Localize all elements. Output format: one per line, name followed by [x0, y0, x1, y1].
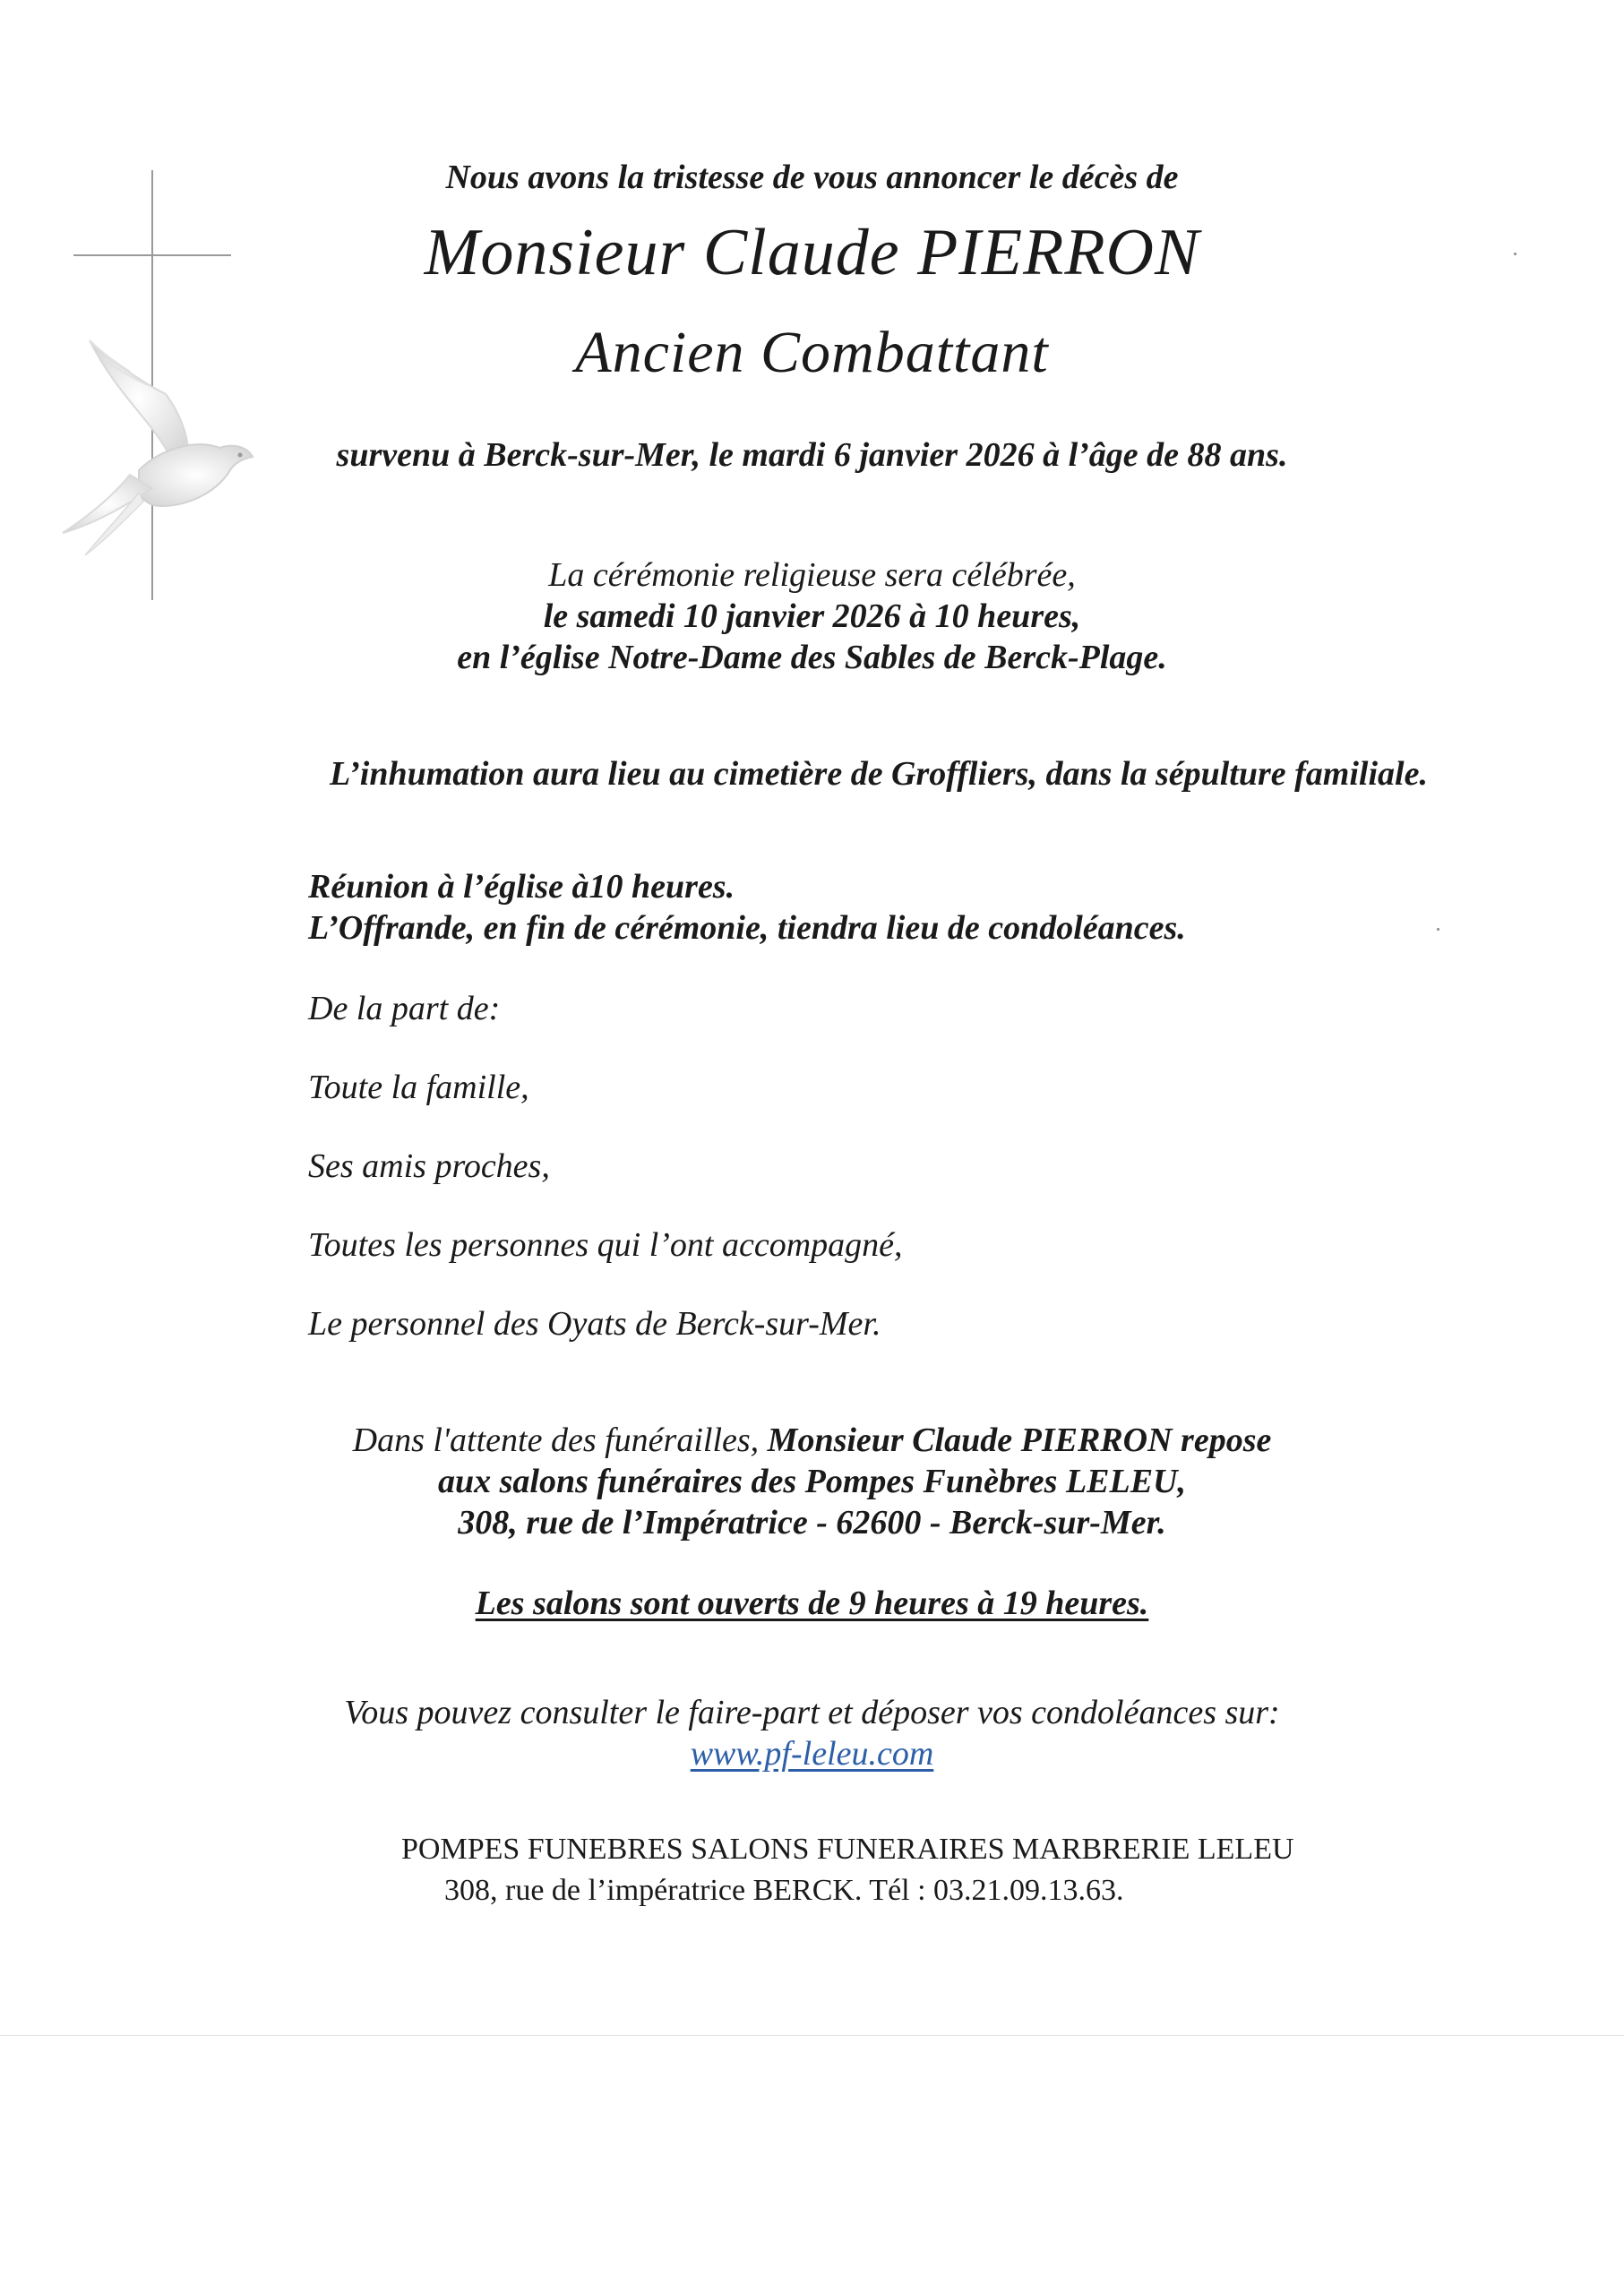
- scan-speck: [1514, 253, 1517, 255]
- rest-line-1-name: Monsieur Claude PIERRON repose: [767, 1421, 1272, 1459]
- rest-line-1-intro: Dans l'attente des funérailles,: [352, 1421, 768, 1459]
- from-item: Toutes les personnes qui l’ont accompagné,: [308, 1226, 903, 1264]
- rest-line-3: 308, rue de l’Impératrice - 62600 - Berck-sur-Mer.: [458, 1504, 1166, 1542]
- website-link[interactable]: www.pf-leleu.com: [690, 1735, 934, 1773]
- from-label: De la part de:: [308, 990, 501, 1027]
- ceremony-line-1: La cérémonie religieuse sera célébrée,: [548, 556, 1076, 594]
- ceremony-line-2: le samedi 10 janvier 2026 à 10 heures,: [543, 597, 1081, 635]
- deceased-title: Ancien Combattant: [575, 320, 1049, 385]
- paper-fold-line: [0, 2035, 1624, 2036]
- meeting-line-1: Réunion à l’église à10 heures.: [308, 868, 735, 906]
- burial-notice: L’inhumation aura lieu au cimetière de Groffliers, dans la sépulture familiale.: [330, 755, 1428, 793]
- from-item: Ses amis proches,: [308, 1147, 550, 1185]
- footer-address: 308, rue de l’impératrice BERCK. Tél : 03.21.09.13.63.: [444, 1874, 1124, 1907]
- consult-text: Vous pouvez consulter le faire-part et déposer vos condoléances sur:: [344, 1694, 1280, 1731]
- from-item: Toute la famille,: [308, 1069, 529, 1106]
- meeting-line-2: L’Offrande, en fin de cérémonie, tiendra lieu de condoléances.: [308, 909, 1186, 947]
- footer-company: POMPES FUNEBRES SALONS FUNERAIRES MARBRERIE LELEU: [401, 1833, 1294, 1866]
- intro-text: Nous avons la tristesse de vous annoncer le décès de: [445, 159, 1179, 196]
- death-notice: survenu à Berck-sur-Mer, le mardi 6 janvier 2026 à l’âge de 88 ans.: [336, 436, 1288, 474]
- ceremony-line-3: en l’église Notre-Dame des Sables de Berck-Plage.: [457, 639, 1167, 676]
- deceased-name: Monsieur Claude PIERRON: [424, 216, 1200, 289]
- salon-hours: Les salons sont ouverts de 9 heures à 19 heures.: [475, 1584, 1149, 1622]
- rest-line-2: aux salons funéraires des Pompes Funèbres LELEU,: [437, 1463, 1187, 1500]
- consult-url-row: [0, 1734, 1624, 1773]
- scan-speck: [1437, 928, 1439, 931]
- rest-line-1: [0, 1421, 1624, 1460]
- from-item: Le personnel des Oyats de Berck-sur-Mer.: [308, 1305, 881, 1343]
